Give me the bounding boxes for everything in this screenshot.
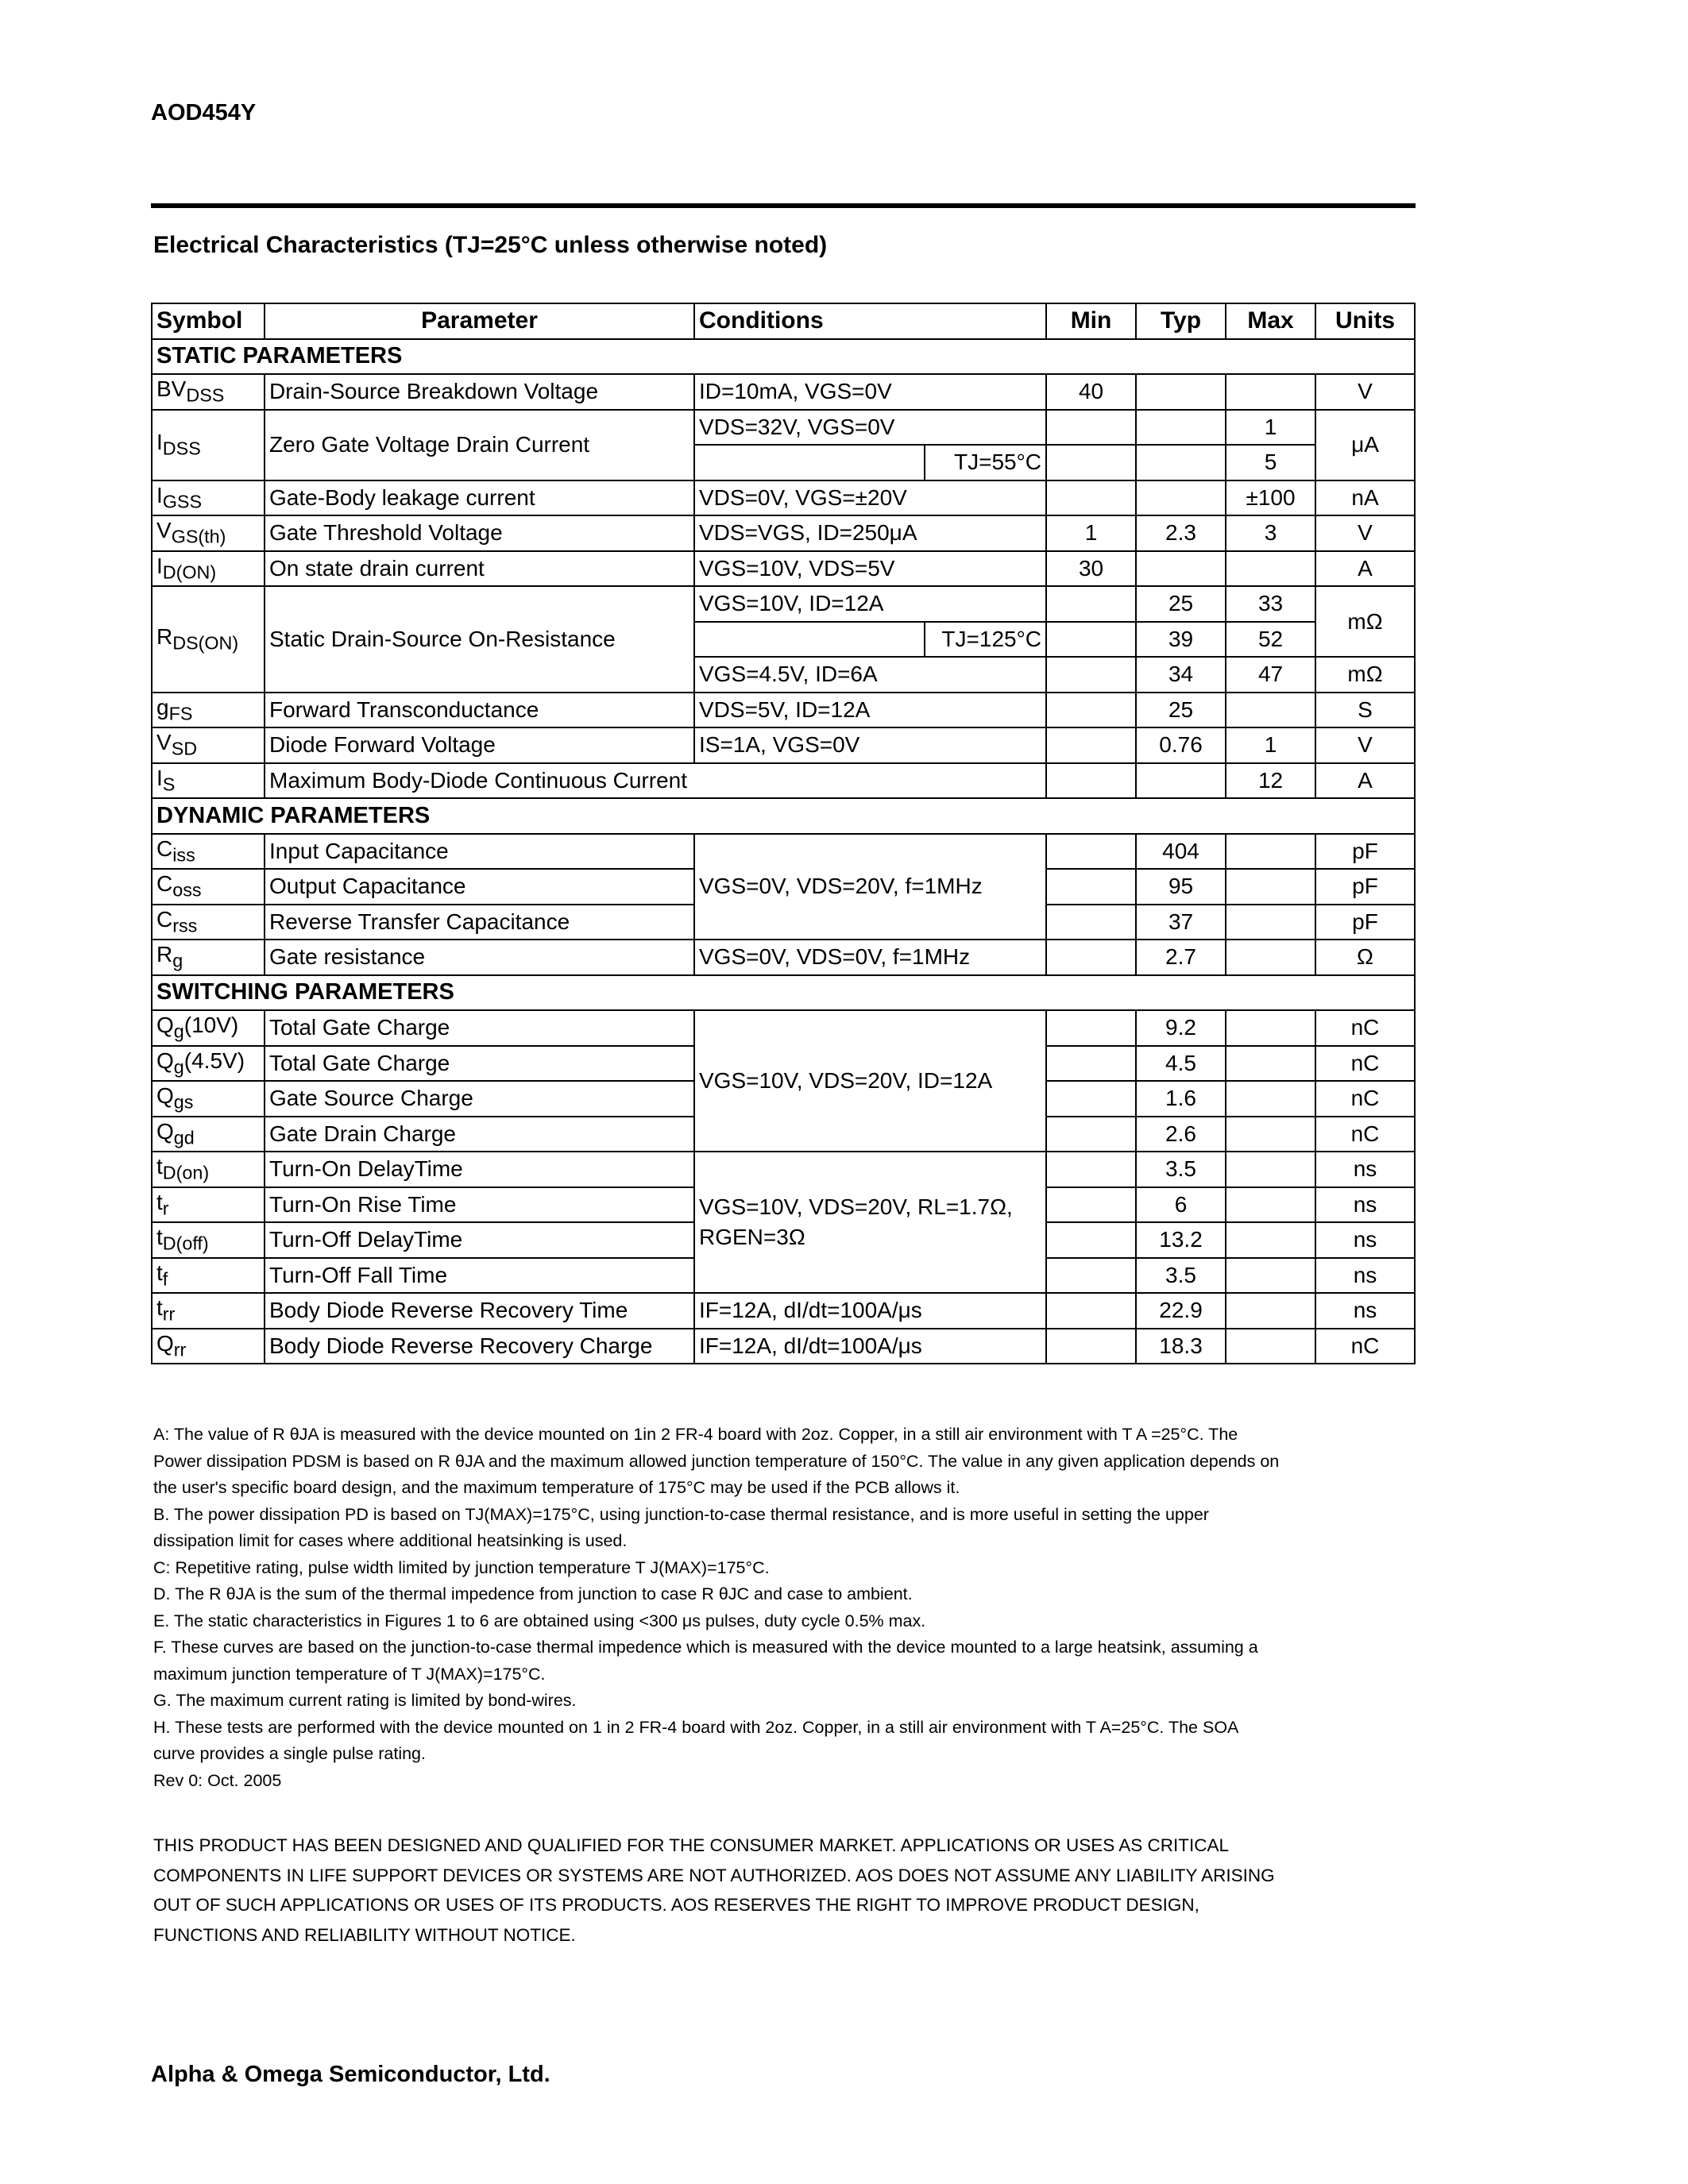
conditions: VGS=0V, VDS=20V, f=1MHz: [694, 834, 1046, 940]
footnote-line: H. These tests are performed with the device mounted on 1 in 2 FR-4 board with 2oz. Copper, in a still air environment with T A=25°C. The SOA: [153, 1717, 1239, 1737]
symbol: $I_S$: [152, 763, 265, 799]
typ: 1.6: [1136, 1081, 1226, 1117]
section-header: STATIC PARAMETERS: [152, 339, 1415, 375]
footnote-line: F. These curves are based on the junction-to-case thermal impedence which is measured with the device mounted to a large heatsink, assuming a: [153, 1638, 1258, 1657]
disclaimer-line: OUT OF SUCH APPLICATIONS OR USES OF ITS PRODUCTS. AOS RESERVES THE RIGHT TO IMPROVE PRODUCT DESIGN,: [153, 1895, 1199, 1915]
typ: 22.9: [1136, 1293, 1226, 1329]
parameter: On state drain current: [265, 551, 694, 587]
symbol: $t_f$: [152, 1258, 265, 1294]
table-row: [152, 693, 1415, 728]
units: ns: [1315, 1152, 1415, 1187]
conditions: IF=12A, dI/dt=100A/μs: [694, 1329, 1046, 1364]
footnote-line: Power dissipation PDSM is based on R θJA and the maximum allowed junction temperature of 150°C. The value in any given application depends on: [153, 1451, 1280, 1471]
parameter: Gate-Body leakage current: [265, 480, 694, 516]
units: nC: [1315, 1329, 1415, 1364]
part-number: AOD454Y: [151, 100, 257, 125]
symbol: $BV_{DSS}$: [152, 374, 265, 410]
typ: 25: [1136, 586, 1226, 622]
typ: 404: [1136, 834, 1226, 870]
typ: 4.5: [1136, 1046, 1226, 1082]
units: mΩ: [1315, 586, 1415, 657]
disclaimer-line: FUNCTIONS AND RELIABILITY WITHOUT NOTICE.: [153, 1924, 576, 1945]
symbol: $C_{iss}$: [152, 834, 265, 870]
table-row: [152, 374, 1415, 410]
symbol: $I_{DSS}$: [152, 410, 265, 480]
typ: 6: [1136, 1187, 1226, 1223]
typ: 2.3: [1136, 515, 1226, 551]
parameter: Turn-On DelayTime: [265, 1152, 694, 1187]
typ: 9.2: [1136, 1010, 1226, 1046]
parameter: Body Diode Reverse Recovery Charge: [265, 1329, 694, 1364]
symbol: $Q_{gs}$: [152, 1081, 265, 1117]
table-row: [152, 940, 1415, 975]
parameter: Reverse Transfer Capacitance: [265, 905, 694, 940]
symbol: $t_r$: [152, 1187, 265, 1223]
units: nA: [1315, 480, 1415, 516]
table-row: [152, 480, 1415, 516]
parameter: Total Gate Charge: [265, 1046, 694, 1082]
symbol: $V_{GS(th)}$: [152, 515, 265, 551]
col-header: Min: [1046, 303, 1136, 339]
parameter: Turn-On Rise Time: [265, 1187, 694, 1223]
table-row: [152, 410, 1415, 446]
footnote-line: B. The power dissipation PD is based on TJ(MAX)=175°C, using junction-to-case thermal resistance, and is more useful in setting the upper: [153, 1504, 1209, 1524]
parameter: Diode Forward Voltage: [265, 727, 694, 763]
typ: 3.5: [1136, 1258, 1226, 1294]
parameter: Turn-Off Fall Time: [265, 1258, 694, 1294]
footnote-line: maximum junction temperature of T J(MAX)=175°C.: [153, 1664, 546, 1684]
parameter: Output Capacitance: [265, 869, 694, 905]
footnote-line: A: The value of R θJA is measured with the device mounted on 1in 2 FR-4 board with 2oz. Copper, in a still air environment with T A =25°C. The: [153, 1425, 1238, 1444]
units: A: [1315, 551, 1415, 587]
units: A: [1315, 763, 1415, 799]
parameter: Maximum Body-Diode Continuous Current: [265, 763, 1046, 799]
conditions: VGS=10V, VDS=5V: [694, 551, 1046, 587]
table-row: [152, 551, 1415, 587]
parameter: Gate resistance: [265, 940, 694, 975]
conditions: VDS=32V, VGS=0V: [694, 410, 1046, 446]
units: ns: [1315, 1222, 1415, 1258]
disclaimer: [153, 1831, 1408, 1950]
units: nC: [1315, 1117, 1415, 1152]
col-header: Typ: [1136, 303, 1226, 339]
typ: 2.7: [1136, 940, 1226, 975]
parameter: Zero Gate Voltage Drain Current: [265, 410, 694, 480]
symbol: $V_{SD}$: [152, 727, 265, 763]
typ: 39: [1136, 622, 1226, 658]
parameter: Turn-Off DelayTime: [265, 1222, 694, 1258]
parameter: Drain-Source Breakdown Voltage: [265, 374, 694, 410]
table-row: [152, 515, 1415, 551]
col-header: Symbol: [152, 303, 265, 339]
symbol: $I_{GSS}$: [152, 480, 265, 516]
symbol: $t_{D(on)}$: [152, 1152, 265, 1187]
symbol: $C_{oss}$: [152, 869, 265, 905]
footnote-line: E. The static characteristics in Figures 1 to 6 are obtained using <300 μs pulses, duty cycle 0.5% max.: [153, 1611, 926, 1630]
typ: 2.6: [1136, 1117, 1226, 1152]
conditions: TJ=125°C: [925, 622, 1046, 658]
max: 12: [1226, 763, 1315, 799]
footnote-line: curve provides a single pulse rating.: [153, 1744, 426, 1763]
table-row: [152, 1010, 1415, 1046]
symbol: $R_g$: [152, 940, 265, 975]
symbol: $R_{DS(ON)}$: [152, 586, 265, 693]
section-header: SWITCHING PARAMETERS: [152, 975, 1415, 1011]
typ: 37: [1136, 905, 1226, 940]
conditions: VGS=0V, VDS=0V, f=1MHz: [694, 940, 1046, 975]
footnote-line: C: Repetitive rating, pulse width limited by junction temperature T J(MAX)=175°C.: [153, 1557, 770, 1577]
col-header: Parameter: [265, 303, 694, 339]
footnotes: [153, 1422, 1400, 1794]
parameter: Gate Drain Charge: [265, 1117, 694, 1152]
conditions: VDS=0V, VGS=±20V: [694, 480, 1046, 516]
company-name: Alpha & Omega Semiconductor, Ltd.: [151, 2062, 550, 2087]
table-row: [152, 763, 1415, 799]
parameter: Input Capacitance: [265, 834, 694, 870]
max: 47: [1226, 657, 1315, 693]
parameter: Total Gate Charge: [265, 1010, 694, 1046]
footnote-line: the user's specific board design, and the maximum temperature of 175°C may be used if the PCB allows it.: [153, 1478, 960, 1497]
footnote-line: D. The R θJA is the sum of the thermal impedence from junction to case R θJC and case to ambient.: [153, 1584, 913, 1603]
header-rule: [151, 203, 1416, 208]
typ: 25: [1136, 693, 1226, 728]
min: 30: [1046, 551, 1136, 587]
symbol: $C_{rss}$: [152, 905, 265, 940]
col-header: Max: [1226, 303, 1315, 339]
parameter: Gate Threshold Voltage: [265, 515, 694, 551]
conditions: VGS=10V, VDS=20V, ID=12A: [694, 1010, 1046, 1152]
max: 33: [1226, 586, 1315, 622]
max: 5: [1226, 445, 1315, 480]
symbol: $t_{rr}$: [152, 1293, 265, 1329]
typ: 13.2: [1136, 1222, 1226, 1258]
units: pF: [1315, 905, 1415, 940]
col-header: Conditions: [694, 303, 1046, 339]
units: V: [1315, 374, 1415, 410]
units: nC: [1315, 1046, 1415, 1082]
conditions: VDS=VGS, ID=250μA: [694, 515, 1046, 551]
units: ns: [1315, 1293, 1415, 1329]
units: μA: [1315, 410, 1415, 480]
max: 1: [1226, 727, 1315, 763]
typ: 34: [1136, 657, 1226, 693]
units: mΩ: [1315, 657, 1415, 693]
conditions: ID=10mA, VGS=0V: [694, 374, 1046, 410]
parameter: Forward Transconductance: [265, 693, 694, 728]
units: ns: [1315, 1187, 1415, 1223]
units: pF: [1315, 869, 1415, 905]
parameter: Static Drain-Source On-Resistance: [265, 586, 694, 693]
conditions: VGS=10V, ID=12A: [694, 586, 1046, 622]
footnote-line: G. The maximum current rating is limited by bond-wires.: [153, 1691, 577, 1710]
conditions: VGS=10V, VDS=20V, RL=1.7Ω, RGEN=3Ω: [694, 1152, 1046, 1293]
conditions: VGS=4.5V, ID=6A: [694, 657, 1046, 693]
conditions: VDS=5V, ID=12A: [694, 693, 1046, 728]
typ: 95: [1136, 869, 1226, 905]
typ: 3.5: [1136, 1152, 1226, 1187]
table-row: [152, 1293, 1415, 1329]
table-row: [152, 834, 1415, 870]
table-row: [152, 1152, 1415, 1187]
symbol: $Q_{gd}$: [152, 1117, 265, 1152]
symbol: $I_{D(ON)}$: [152, 551, 265, 587]
symbol: $g_{FS}$: [152, 693, 265, 728]
electrical-characteristics-table: [151, 303, 1416, 1364]
min: 40: [1046, 374, 1136, 410]
section-title: Electrical Characteristics (TJ=25°C unless otherwise noted): [153, 232, 828, 258]
symbol: $Q_{rr}$: [152, 1329, 265, 1364]
parameter: Body Diode Reverse Recovery Time: [265, 1293, 694, 1329]
units: S: [1315, 693, 1415, 728]
typ: 18.3: [1136, 1329, 1226, 1364]
disclaimer-line: THIS PRODUCT HAS BEEN DESIGNED AND QUALIFIED FOR THE CONSUMER MARKET. APPLICATIONS OR USES AS CRITICAL: [153, 1835, 1229, 1855]
table-header-row: [152, 303, 1415, 339]
symbol: $t_{D(off)}$: [152, 1222, 265, 1258]
symbol: $Q_g(4.5V)$: [152, 1046, 265, 1082]
disclaimer-line: COMPONENTS IN LIFE SUPPORT DEVICES OR SYSTEMS ARE NOT AUTHORIZED. AOS DOES NOT ASSUME ANY LIABILITY ARISING: [153, 1865, 1275, 1885]
conditions: TJ=55°C: [925, 445, 1046, 480]
table-row: [152, 586, 1415, 622]
conditions: IS=1A, VGS=0V: [694, 727, 1046, 763]
min: 1: [1046, 515, 1136, 551]
symbol: $Q_g(10V)$: [152, 1010, 265, 1046]
max: 52: [1226, 622, 1315, 658]
units: nC: [1315, 1010, 1415, 1046]
col-header: Units: [1315, 303, 1415, 339]
units: ns: [1315, 1258, 1415, 1294]
conditions: IF=12A, dI/dt=100A/μs: [694, 1293, 1046, 1329]
footnote-line: dissipation limit for cases where additional heatsinking is used.: [153, 1531, 628, 1550]
units: V: [1315, 727, 1415, 763]
max: 1: [1226, 410, 1315, 446]
max: ±100: [1226, 480, 1315, 516]
typ: 0.76: [1136, 727, 1226, 763]
units: Ω: [1315, 940, 1415, 975]
table-row: [152, 727, 1415, 763]
table-row: [152, 1329, 1415, 1364]
units: V: [1315, 515, 1415, 551]
revision-line: Rev 0: Oct. 2005: [153, 1770, 282, 1790]
parameter: Gate Source Charge: [265, 1081, 694, 1117]
units: nC: [1315, 1081, 1415, 1117]
max: 3: [1226, 515, 1315, 551]
units: pF: [1315, 834, 1415, 870]
section-header: DYNAMIC PARAMETERS: [152, 798, 1415, 834]
